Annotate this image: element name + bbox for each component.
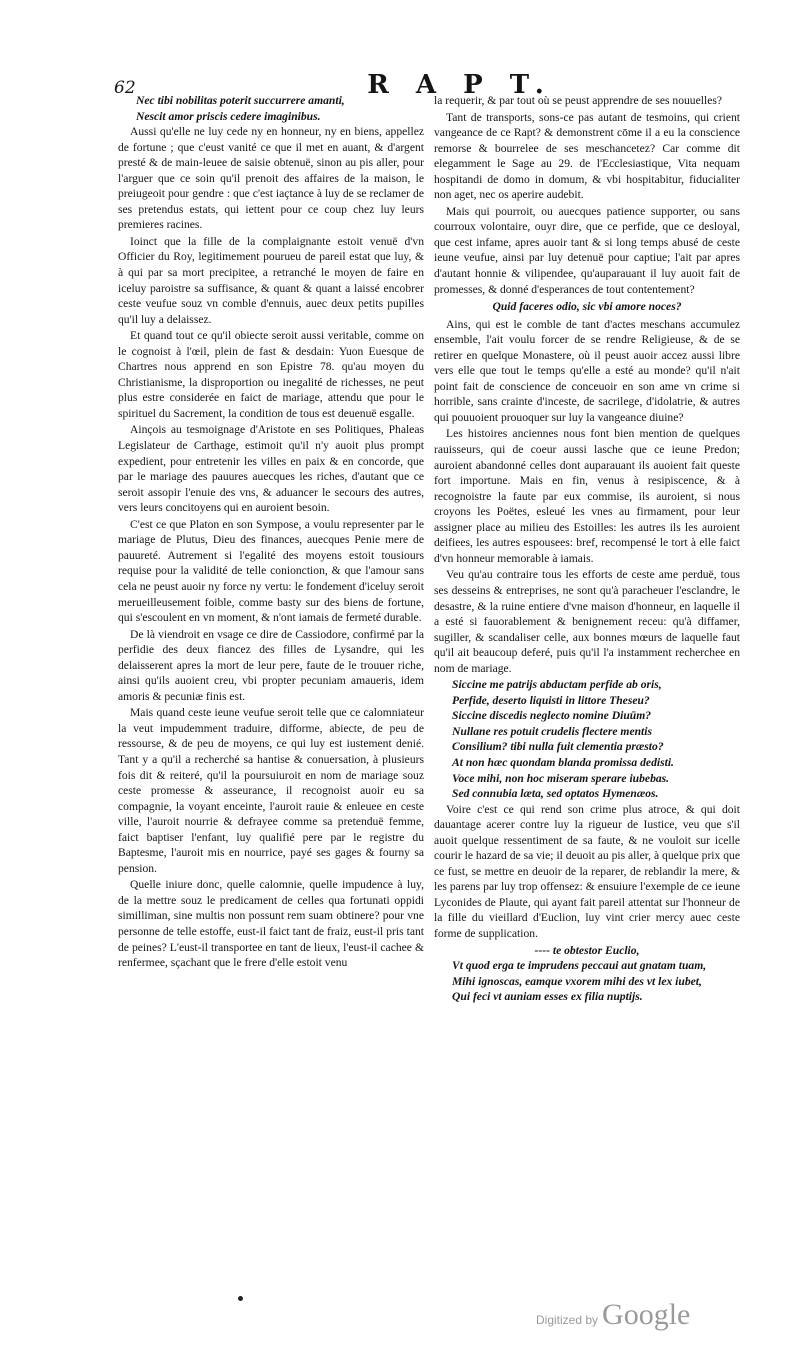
- left-verse-line: Nescit amor priscis cedere imaginibus.: [136, 109, 321, 123]
- right-verse-line: Siccine me patrijs abductam perfide ab oris,: [452, 678, 662, 692]
- right-paragraph: Ains, qui est le comble de tant d'actes meschans accumulez ensemble, l'ait voulu forcer de se rendre Religieuse, & de se retirer en quelque Monastere, où il peust auoir accez aussi libre vers elle que tout le temps qu'elle a esté au monde? qu'il n'ait point fait de conscience de conceuoir en son ame vn crime si horrible, sans crainte d'inceste, de sacrilege, d'idolatrie, & autres qui pouuoient prouoquer sur luy la vangeance diuine?: [434, 317, 740, 424]
- right-paragraph: Tant de transports, sons-ce pas autant de tesmoins, qui crient vangeance de ce Rapt? & demonstrent cōme il a eu la conscience remorse & bourrelee de ses meschancetez? Car comme dit elegamment le Sage au 29. de l'Ecclesiastique, Vita nequam hospitandi de domo in domum, & vbi hospitabitur, fiducialiter non aget, nec os aperire audebit.: [434, 110, 740, 202]
- right-text-column: [434, 93, 740, 1283]
- right-verse-line: Siccine discedis neglecto nomine Diuūm?: [452, 709, 652, 723]
- right-verse-line: Voce mihi, non hoc miseram sperare iubebas.: [452, 771, 670, 785]
- left-paragraph: De là viendroit en vsage ce dire de Cassiodore, confirmé par la perfidie des deux fiancez des filles de Lysandre, qui les delaisserent apres la mort de leur pere, faute de le trouuer riche, ainsi qu'ils auoient creu, vbi propter pecuniam amaueris, idem amoris & pecuniæ finis est.: [118, 627, 424, 703]
- right-paragraph: Mais qui pourroit, ou auecques patience supporter, ou sans courroux volontaire, ouyr dire, que ce perfide, que ce desloyal, que cest infame, apres auoir tant & si long temps abusé de ceste ieune veufue, ainsi par luy detenuë pour captiue; l'ait par apres d'autant honnie & vilipendee, qu'auparauant il luy auoit fait de promesses, & donné d'esperances de tout contentement?: [434, 204, 740, 296]
- left-paragraph: Aussi qu'elle ne luy cede ny en honneur, ny en biens, appellez de fortune ; que c'eust vanité ce que il met en auant, & d'argent presté & de main-leuee de saisie obtenuë, sinon au pis aller, pour l'arguer que ce soin qu'il prenoit des affaires de la maison, le preiugeoit pour gendre : que c'est iaçtance à luy de se reclamer de ses pretendus estats, qui iettent pour ce coup chez luy leurs premieres racines.: [118, 125, 424, 232]
- left-paragraph: C'est ce que Platon en son Sympose, a voulu representer par le mariage de Plutus, Dieu des finances, auecques Penie mere de pauureté. Autrement si l'egalité des moyens estoit tousiours requise pour la validité de telle conionction, & que l'amour sans cela ne peust auoir ny force ny vertu: le fondement d'iceluy seroit merueilleusement foible, comme basty sur des biens de fortune, qui s'escoulent en vn moment, & n'ont iamais de fermeté durable.: [118, 517, 424, 625]
- digitized-watermark: [536, 1298, 690, 1334]
- left-paragraph: Et quand tout ce qu'il obiecte seroit aussi veritable, comme on le cognoist à l'œil, plein de fast & desdain: Yuon Euesque de Chartres nous apprend en son Epistre 78. qu'au moyen du Christianisme, la disproportion ou inegalité de richesses, ne peut plus estre considerée en faict de mariage, attendu que pour le spirituel du Sacrement, la condition de tous est deuenuë esgalle.: [118, 329, 424, 420]
- right-verse-line: Quid faceres odio, sic vbi amore noces?: [492, 300, 682, 314]
- right-verse-line: Vt quod erga te imprudens peccaui aut gnatam tuam,: [452, 959, 707, 973]
- right-verse-line: Sed connubia læta, sed optatos Hymenæos.: [452, 787, 659, 801]
- right-verse-line: ---- te obtestor Euclio,: [534, 943, 640, 957]
- right-verse-line: Nullane res potuit crudelis flectere mentis: [452, 724, 652, 738]
- digitized-label: Digitized by: [536, 1313, 599, 1327]
- right-verse-line: At non hæc quondam blanda promissa dedisti.: [452, 755, 674, 769]
- right-paragraph: la requerir, & par tout où se peust apprendre de ses nouuelles?: [434, 94, 722, 107]
- left-paragraph: Mais quand ceste ieune veufue seroit telle que ce calomniateur la veut impudemment traduire, difforme, abiecte, de peu de ressourse, & de peu de moyens, ce qui luy est iustement denié. Tant y a qu'il a recherché sa hantise & conuersation, à plusieurs fois dit & reiteré, qu'il la poursuiuroit en nom de mariage souz ceste promesse & asseurance, il recognoist auoir eu sa compagnie, la voyant enceinte, l'auroit rauie & enleuee en ceste ville, l'auroit nourrie & defrayee comme sa pretenduë femme, faict baptiser l'enfant, luy qualifié pere par le registre du Baptesme, l'auroit mis en nourrice, payé ses gages & fourny sa pension.: [118, 706, 424, 875]
- right-verse-line: Consilium? tibi nulla fuit clementia præsto?: [452, 740, 664, 754]
- left-verse-line: Nec tibi nobilitas poterit succurrere amanti,: [136, 94, 345, 107]
- left-paragraph: Ainçois au tesmoignage d'Aristote en ses Politiques, Phaleas Legislateur de Carthage, estimoit qu'il n'y auoit plus prompt expedient, pour entretenir les villes en paix & en concorde, que par le mariage des pauures auecques les riches, d'autant que ce seroit assopir l'enuie des vns, & aduancer le secours des autres, vers leurs concitoyens qui en auroient besoin.: [118, 423, 424, 515]
- page-number: 62: [114, 78, 136, 98]
- left-paragraph: Ioinct que la fille de la complaignante estoit venuë d'vn Officier du Roy, legitimement pourueu de pareil estat que luy, & à qui par sa mort precipitee, a retranché le moyen de faire en iceluy paroistre sa suffisance, & quant & quant a laissé encobrer ceste veufue souz vn comble d'ennuis, auec deux petits pupilles qu'il luy a delaissez.: [118, 234, 424, 326]
- right-verse-line: Mihi ignoscas, eamque vxorem mihi des vt lex iubet,: [452, 974, 702, 988]
- left-text-column: [118, 93, 424, 1283]
- right-verse-line: Qui feci vt auniam esses ex filia nuptijs.: [452, 990, 643, 1004]
- running-title: R A P T.: [367, 70, 553, 100]
- right-verse-line: Perfide, deserto liquisti in littore Theseu?: [452, 693, 650, 707]
- footer-dot: [238, 1296, 243, 1301]
- google-logo: Google: [602, 1298, 691, 1331]
- left-paragraph: Quelle iniure donc, quelle calomnie, quelle impudence à luy, de la mettre souz le predicament de celles qua fortunati oppidi similliman, sine multis non possunt rem suam obtinere? pour vne personne de telle estoffe, eust-il faict tant de fraiz, eust-il pris tant de peines? L'eust-il transportee en tant de lieux, l'eust-il cachee & renfermee, sçachant que le frere d'elle estoit venu: [118, 878, 424, 970]
- right-paragraph: Voire c'est ce qui rend son crime plus atroce, & qui doit dauantage acerer contre luy la rigueur de Iustice, veu que s'il auoit quelque ressentiment de sa faute, & ne vouloit sur icelle courir le hazard de sa vie; il deuoit au pis aller, à quelque prix que ce fust, se mettre en deuoir de la reparer, de reblandir la mere, & les parens par luy trop offensez: & ensuiure l'exemple de ce ieune Lyconides de Plaute, qui ayant fait pareil attentat sur l'honneur de la fille du vieillard d'Euclion, luy vint crier mercy auec ceste forme de supplication.: [434, 802, 740, 940]
- right-paragraph: Veu qu'au contraire tous les efforts de ceste ame perduë, tous ses desseins & entreprises, ne sont qu'à paracheuer l'esclandre, le desastre, & la ruine entiere d'vne maison d'honneur, en laquelle il a esté si fauorablement & benignement receu: qu'à diffamer, sugiller, & scandaliser celle, aux bonnes mœurs de laquelle faut qu'il ait beaucoup deferé, puis qu'il l'a instamment recherchee en nom de mariage.: [434, 568, 740, 675]
- right-paragraph: Les histoires anciennes nous font bien mention de quelques rauisseurs, qui de coeur aussi lasche que ce ieune Predon; auroient abandonné celles dont auparauant ils auoient fait queste fort importune. Mais en fin, venus à resipiscence, & à recognoistre la faute par eux commise, ils auroient, si nous croyons les Poëtes, esleué les vnes au firmament, pour leur assigner place au milieu des Estoilles: les autres ils les auroient deifiees, les autres espousees: bref, recompensé le tort à elle faict d'vn honneur memorable à iamais.: [434, 427, 740, 565]
